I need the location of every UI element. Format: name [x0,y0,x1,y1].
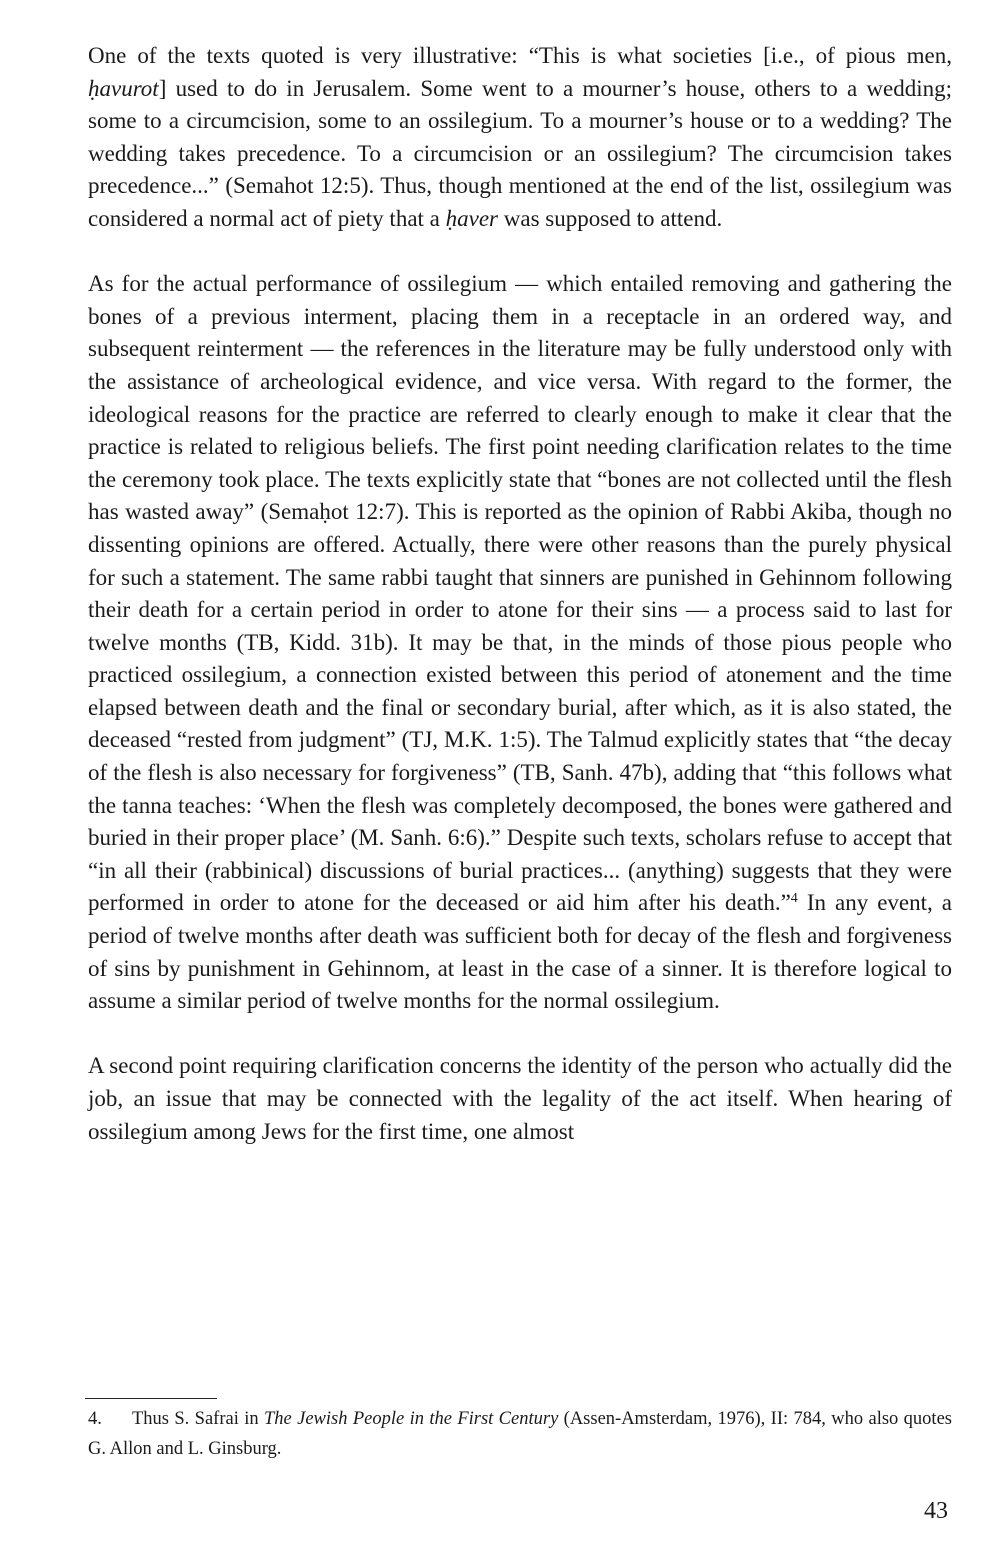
footnote-number: 4. [88,1409,102,1429]
italic-term-haver: ḥaver [445,205,499,231]
footnote-4 [88,1404,952,1464]
footnote-separator-rule [85,1398,217,1399]
text-segment: As for the actual performance of ossilegium — which entailed removing and gathering the bones of a previous interment, placing them in a receptacle in an ordered way, and subsequent reinterment — the references in the literature may be fully understood only with the assistance of archeological evidence, and vice versa. With regard to the former, the ideological reasons for the practice are referred to clearly enough to make it clear that the practice is related to religious beliefs. The first point needing clarification relates to the time the ceremony took place. The texts explicitly state that “bones are not collected until the flesh has wasted away” (Semaḥot 12:7). This is reported as the opinion of Rabbi Akiba, though no dissenting opinions are offered. Actually, there were other reasons than the purely physical for such a statement. The same rabbi taught that sinners are punished in Gehinnom following their death for a certain period in order to atone for their sins — a process said to last for twelve months (TB, Kidd. 31b). It may be that, in the minds of those pious people who practiced ossilegium, a connection existed between this period of atonement and the time elapsed between death and the final or secondary burial, after which, as it is also stated, the deceased “rested from judgment” (TJ, M.K. 1:5). The Talmud explicitly states that “the decay of the flesh is also necessary for forgiveness” (TB, Sanh. 47b), adding that “this follows what the tanna teaches: ‘When the flesh was completely decomposed, the bones were gathered and buried in their proper place’ (M. Sanh. 6:6).” Despite such texts, scholars refuse to accept that “in all their (rabbinical) discussions of burial practices... (anything) suggests that they were performed in order to atone for the deceased or aid him after his death.” [88,271,952,916]
text-segment: A second point requiring clarification concerns the identity of the person who actually did the job, an issue that may be connected with the legality of the act itself. When hearing of ossilegium among Jews for the first time, one almost [88,1053,952,1144]
italic-term-havurot: ḥavurot [88,75,159,101]
main-text-column [88,40,952,1148]
footnote-text: (Assen-Amsterdam, 1976), II: 784, who also quotes G. Allon and L. Ginsburg. [88,1409,952,1459]
text-segment: One of the texts quoted is very illustrative: “This is what societies [i.e., of pious men, [88,43,952,68]
text-segment: In any event, a period of twelve months after death was sufficient both for decay of the flesh and forgiveness of sins by punishment in Gehinnom, at least in the case of a sinner. It is therefore logical to assume a similar period of twelve months for the normal ossilegium. [88,890,952,1014]
footnote-book-title: The Jewish People in the First Century [263,1409,559,1429]
paragraph-3 [88,1050,952,1148]
page-number: 43 [924,1498,948,1524]
paragraph-2 [88,268,952,1018]
paragraph-1 [88,40,952,236]
footnote-text: Thus S. Safrai in [132,1409,264,1429]
footnote-reference-4[interactable]: 4 [790,891,798,907]
text-segment: was supposed to attend. [498,205,723,231]
text-segment: ] used to do in Jerusalem. Some went to a mourner’s house, others to a wedding; some to a circumcision, some to an ossilegium. To a mourner’s house or to a wedding? The wedding takes precedence. To a circumcision or an ossilegium? The circumcision takes precedence...” (Semahot 12:5). Thus, though mentioned at the end of the list, ossilegium was considered a normal act of piety that a [88,75,952,231]
